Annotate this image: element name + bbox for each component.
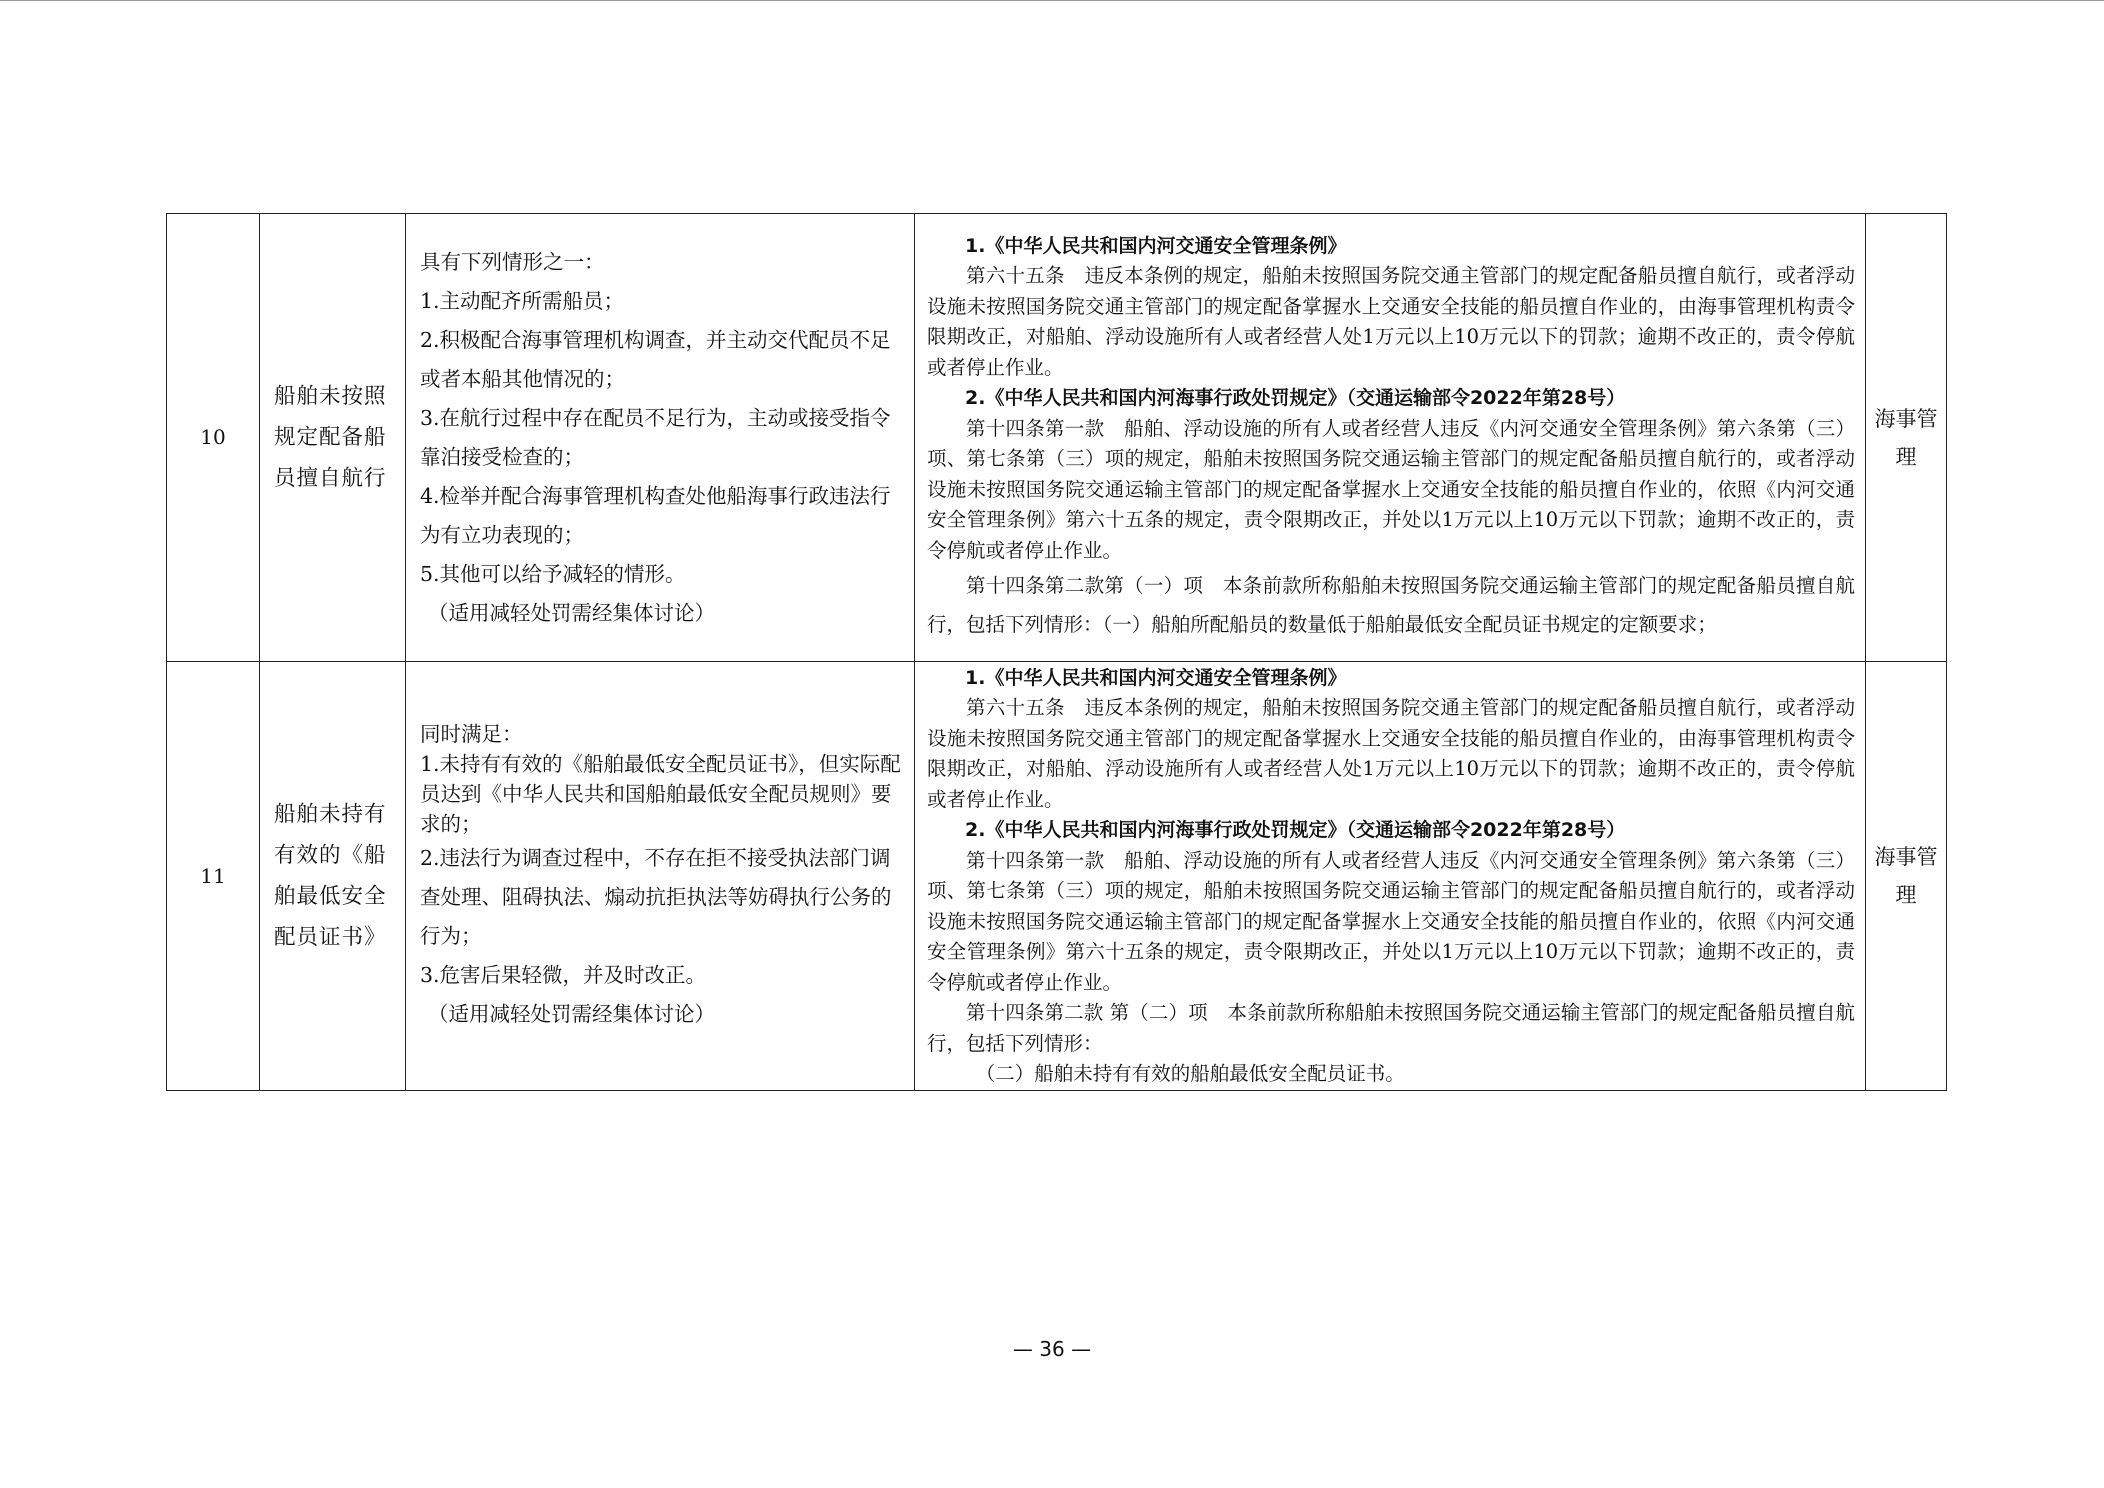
condition-line: 4.检举并配合海事管理机构查处他船海事行政违法行为有立功表现的； [420,483,891,547]
law-article: 第十四条第一款 船舶、浮动设施的所有人或者经营人违反《内河交通安全管理条例》第六条第（三）项、第七条第（三）项的规定，船舶未按照国务院交通运输主管部门的规定配备船员擅自航行的，或者浮动设施未按照国务院交通运输主管部门的规定配备掌握水上交通安全技能的船员擅自作业的，依照《内河交通安全管理条例》第六十五条的规定，责令限期改正，并处以1万元以上10万元以下罚款；逾期不改正的，责令停航或者停止作业。 [927,848,1855,994]
law-title: 1.《中华人民共和国内河交通安全管理条例》 [965,234,1347,257]
department: 海事管理 [1866,662,1947,1091]
table-row [167,662,1947,1091]
condition-line: 3.危害后果轻微，并及时改正。 [420,962,707,987]
law-title: 1.《中华人民共和国内河交通安全管理条例》 [965,666,1347,689]
condition-line: 5.其他可以给予减轻的情形。 [420,561,686,586]
department: 海事管理 [1866,214,1947,662]
condition-line: 具有下列情形之一： [420,249,605,274]
penalty-table [166,213,1947,1091]
top-rule [0,0,2104,1]
condition-line: 同时满足： [420,721,523,746]
condition-line: 1.主动配齐所需船员； [420,288,625,313]
mitigation-conditions [406,662,915,1091]
law-article: （二）船舶未持有有效的船舶最低安全配员证书。 [975,1062,1405,1085]
law-article: 第十四条第二款第（一）项 本条前款所称船舶未按照国务院交通运输主管部门的规定配备船员擅自航行，包括下列情形：（一）船舶所配船员的数量低于船舶最低安全配员证书规定的定额要求； [927,574,1855,637]
condition-line: （适用减轻处罚需经集体讨论） [428,600,715,625]
condition-line: 1.未持有有效的《船舶最低安全配员证书》，但实际配员达到《中华人民共和国船舶最低安全配员规则》要求的； [420,751,901,836]
violation-name: 船舶未持有有效的《船舶最低安全配员证书》 [260,662,406,1091]
row-number: 11 [167,662,260,1091]
legal-basis [915,662,1866,1091]
condition-line: 2.积极配合海事管理机构调查，并主动交代配员不足或者本船其他情况的； [420,327,891,391]
table-row [167,214,1947,662]
page-number: — 36 — [1012,1337,1092,1361]
condition-line: 2.违法行为调查过程中，不存在拒不接受执法部门调查处理、阻碍执法、煽动抗拒执法等妨碍执行公务的行为； [420,845,892,948]
law-title: 2.《中华人民共和国内河海事行政处罚规定》（交通运输部令2022年第28号） [965,387,1626,410]
row-number: 10 [167,214,260,662]
law-title: 2.《中华人民共和国内河海事行政处罚规定》（交通运输部令2022年第28号） [965,819,1626,841]
violation-name: 船舶未按照规定配备船员擅自航行 [260,214,406,662]
law-article: 第十四条第二款 第（二）项 本条前款所称船舶未按照国务院交通运输主管部门的规定配备船员擅自航行，包括下列情形： [927,1001,1855,1055]
condition-line: （适用减轻处罚需经集体讨论） [428,1001,715,1026]
law-article: 第十四条第一款 船舶、浮动设施的所有人或者经营人违反《内河交通安全管理条例》第六条第（三）项、第七条第（三）项的规定，船舶未按照国务院交通运输主管部门的规定配备船员擅自航行的，或者浮动设施未按照国务院交通运输主管部门的规定配备掌握水上交通安全技能的船员擅自作业的，依照《内河交通安全管理条例》第六十五条的规定，责令限期改正，并处以1万元以上10万元以下罚款；逾期不改正的，责令停航或者停止作业。 [927,416,1855,562]
condition-line: 3.在航行过程中存在配员不足行为，主动或接受指令靠泊接受检查的； [420,405,891,469]
law-article: 第六十五条 违反本条例的规定，船舶未按照国务院交通主管部门的规定配备船员擅自航行，或者浮动设施未按照国务院交通主管部门的规定配备掌握水上交通安全技能的船员擅自作业的，由海事管理机构责令限期改正，对船舶、浮动设施所有人或者经营人处1万元以上10万元以下的罚款；逾期不改正的，责令停航或者停止作业。 [927,696,1855,811]
legal-basis [915,214,1866,662]
law-article: 第六十五条 违反本条例的规定，船舶未按照国务院交通主管部门的规定配备船员擅自航行，或者浮动设施未按照国务院交通主管部门的规定配备掌握水上交通安全技能的船员擅自作业的，由海事管理机构责令限期改正，对船舶、浮动设施所有人或者经营人处1万元以上10万元以下的罚款；逾期不改正的，责令停航或者停止作业。 [927,264,1855,379]
mitigation-conditions [406,214,915,662]
